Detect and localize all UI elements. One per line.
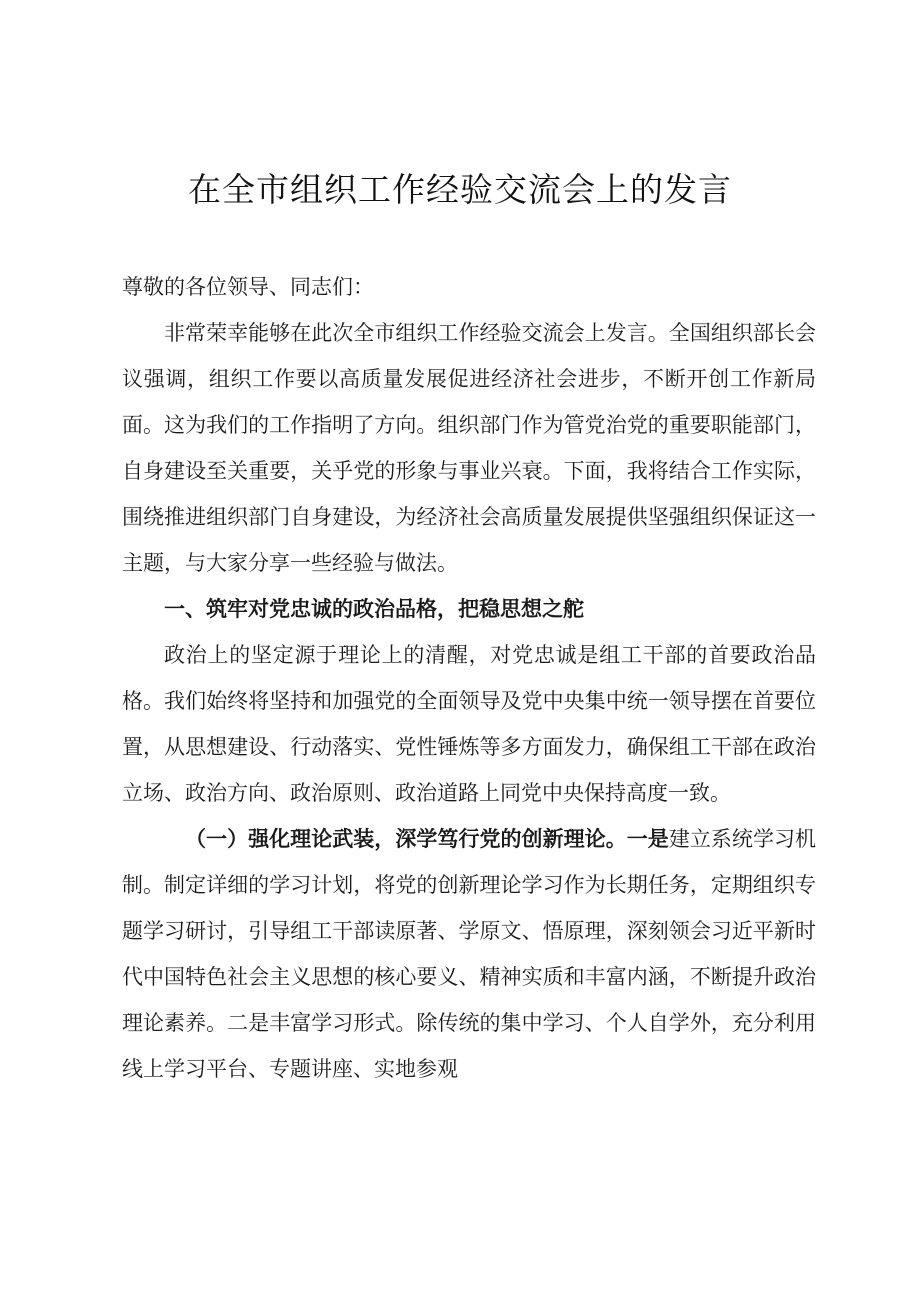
section-1-heading: 一、筑牢对党忠诚的政治品格，把稳思想之舵 — [164, 596, 584, 621]
section-1-paragraph: 政治上的坚定源于理论上的清醒，对党忠诚是组工干部的首要政治品格。我们始终将坚持和加强党的全面领导及党中央集中统一领导摆在首要位置，从思想建设、行动落实、党性锤炼等多方面发力，确保组工干部在政治立场、政治方向、政治原则、政治道路上同党中央保持高度一致。 — [122, 643, 816, 805]
subsection-1-heading: （一）强化理论武装，深学笃行党的创新理论。 — [185, 826, 627, 851]
salutation: 尊敬的各位领导、同志们： — [122, 275, 374, 299]
intro-paragraph: 非常荣幸能够在此次全市组织工作经验交流会上发言。全国组织部长会议强调，组织工作要以高质量发展促进经济社会进步，不断开创工作新局面。这为我们的工作指明了方向。组织部门作为管党治党的重要职能部门，自身建设至关重要，关乎党的形象与事业兴衰。下面，我将结合工作实际，围绕推进组织部门自身建设，为经济社会高质量发展提供坚强组织保证这一主题，与大家分享一些经验与做法。 — [122, 321, 816, 575]
subsection-1-lead: 一是 — [626, 826, 669, 851]
subsection-1-text: 建立系统学习机制。制定详细的学习计划，将党的创新理论学习作为长期任务，定期组织专题学习研讨，引导组工干部读原著、学原文、悟原理，深刻领会习近平新时代中国特色社会主义思想的核心要义、精神实质和丰富内涵，不断提升政治理论素养。二是丰富学习形式。除传统的集中学习、个人自学外，充分利用线上学习平台、专题讲座、实地参观 — [122, 827, 817, 1081]
subsection-1-paragraph — [122, 816, 816, 1092]
document-body — [122, 264, 816, 1092]
document-title: 在全市组织工作经验交流会上的发言 — [188, 170, 732, 209]
